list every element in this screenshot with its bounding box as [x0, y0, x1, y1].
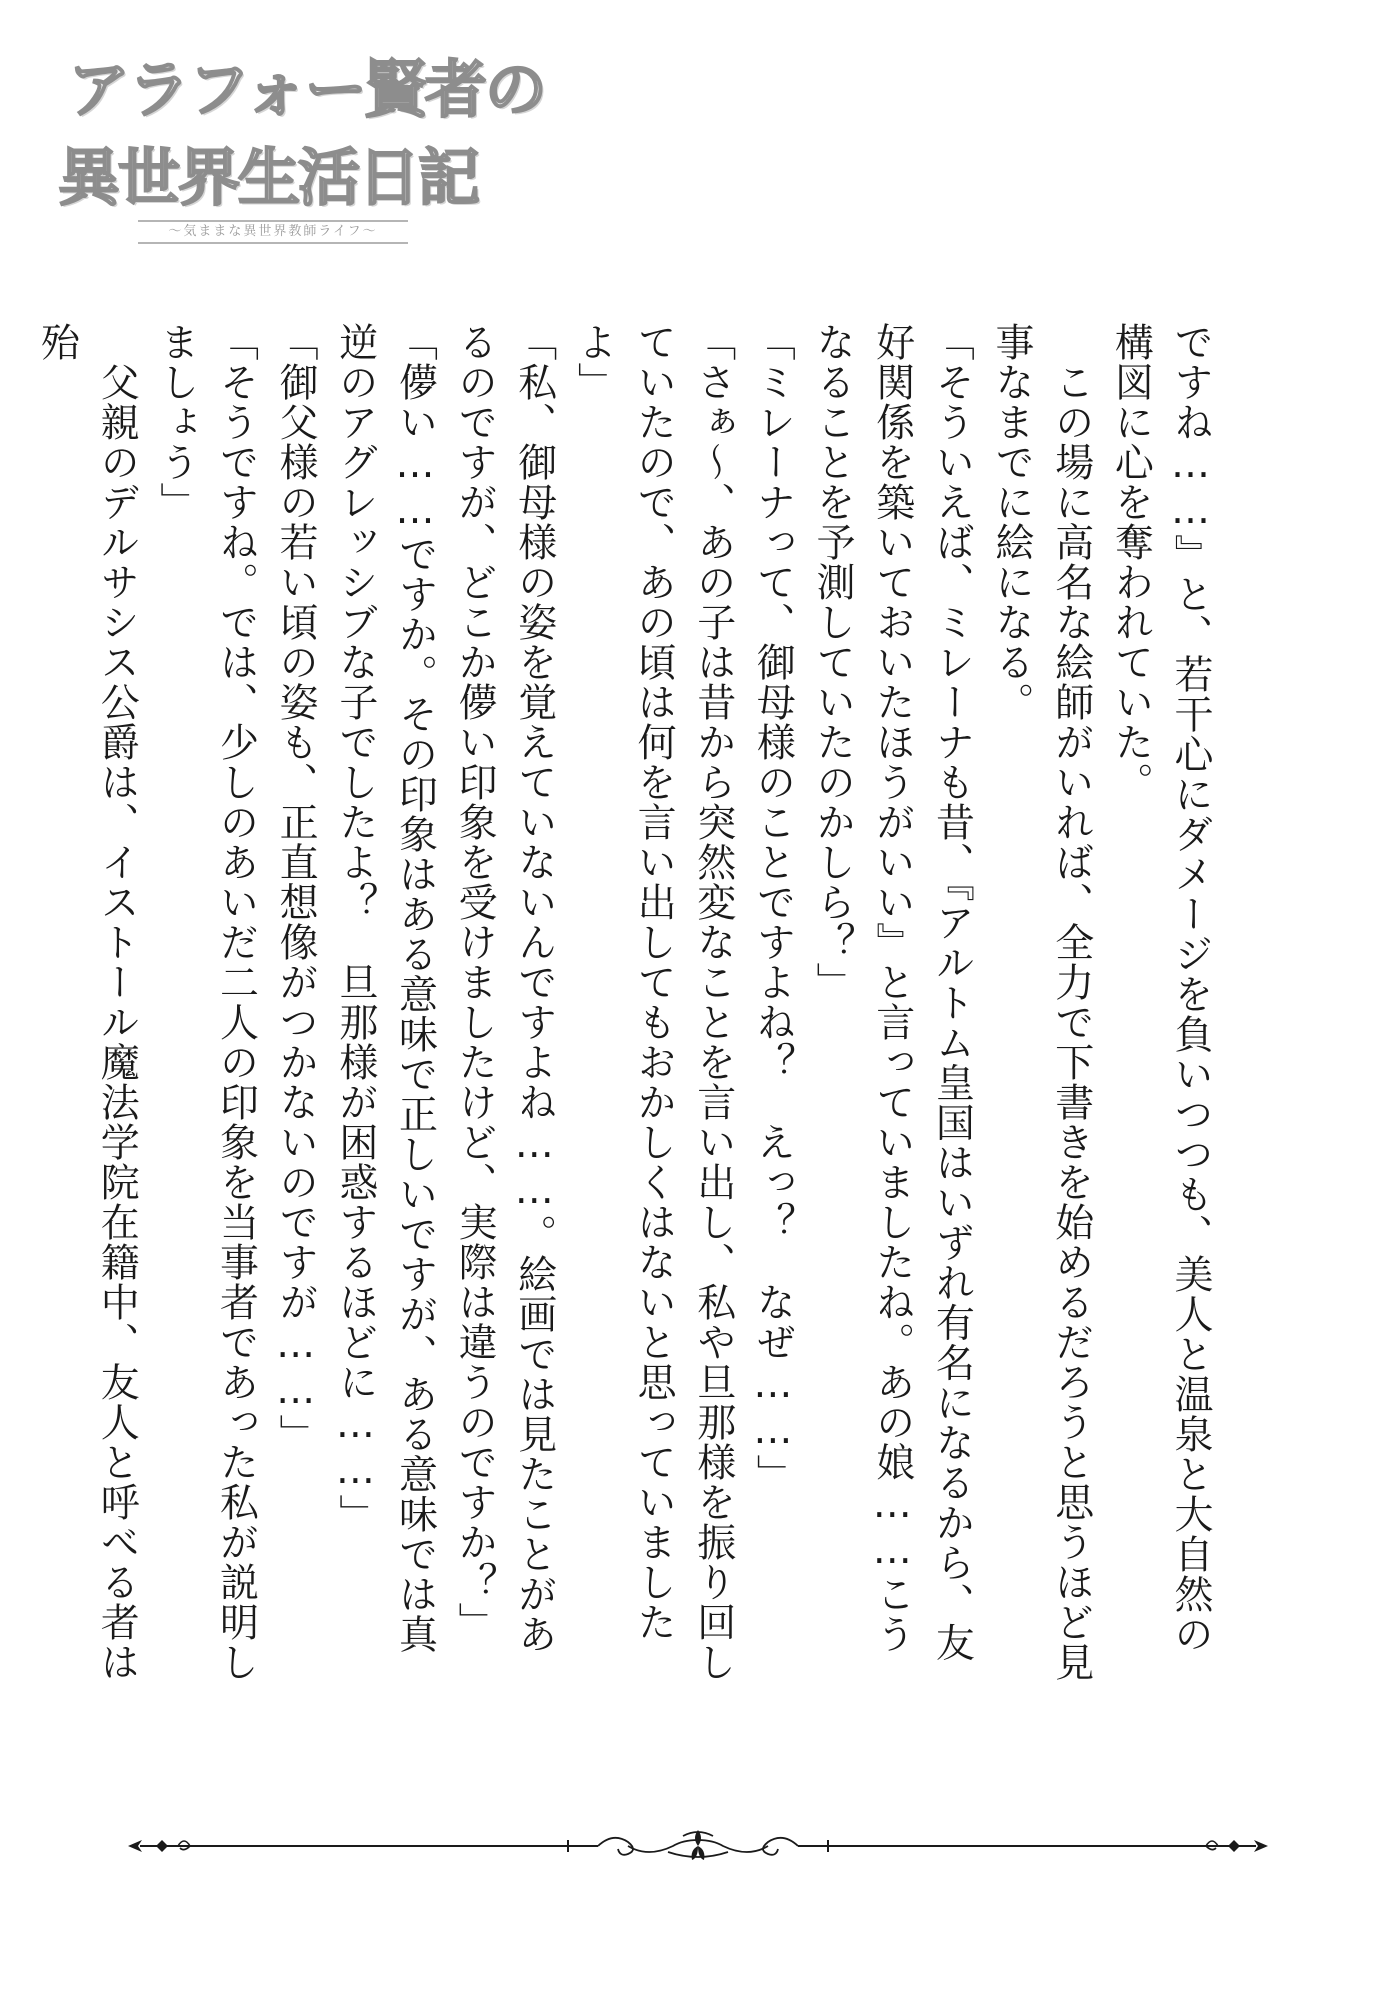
ornament-divider [128, 1826, 1268, 1866]
paragraph: 「そうですね。では、少しのあいだ二人の印象を当事者であった私が説明しましょう」 [153, 322, 259, 1682]
logo-title-line-2: 異世界生活日記 [58, 141, 479, 214]
logo-subtitle: ～気ままな異世界教師ライフ～ [138, 220, 408, 244]
ornament-center-fleur [692, 1830, 705, 1860]
paragraph: 「儚い……ですか。その印象はある意味で正しいですが、ある意味では真逆のアグレッシブな子でしたよ？ 旦那様が困惑するほどに……」 [332, 322, 438, 1654]
paragraph: 「ミレーナって、御母様のことですよね？ えっ？ なぜ……」 [750, 322, 796, 1494]
paragraph: 「さぁ～、あの子は昔から突然変なことを言い出し、私や旦那様を振り回していたので、あの頃は何を言い出してもおかしくはないと思っていましたよ」 [571, 322, 736, 1682]
paragraph: 「私、御母様の姿を覚えていないんですよね……。絵画では見たことがあるのですが、どこか儚い印象を受けましたけど、実際は違うのですか？」 [452, 322, 557, 1654]
paragraph: この場に高名な絵師がいれば、全力で下書きを始めるだろうと思うほど見事なまでに絵になる。 [989, 322, 1094, 1682]
paragraph: 「そういえば、ミレーナも昔、『アルトム皇国はいずれ有名になるから、友好関係を築いておいたほうがいい』と言っていましたね。あの娘……こうなることを予測していたのかしら？」 [810, 322, 975, 1663]
body-text [27, 322, 1220, 1682]
logo-title-line-1: アラフォー賢者の [68, 53, 545, 126]
title-logo [58, 40, 545, 240]
ornament-right-tip [1254, 1840, 1268, 1852]
paragraph: 「御父様の若い頃の姿も、正直想像がつかないのですが……」 [273, 322, 319, 1454]
paragraph: 父親のデルサシス公爵は、イストール魔法学院在籍中、友人と呼べる者は殆 [34, 322, 140, 1682]
ornament-left-tip [128, 1840, 142, 1852]
paragraph: ですね……』と、若干心にダメージを負いつつも、美人と温泉と大自然の構図に心を奪われていた。 [1108, 322, 1213, 1654]
